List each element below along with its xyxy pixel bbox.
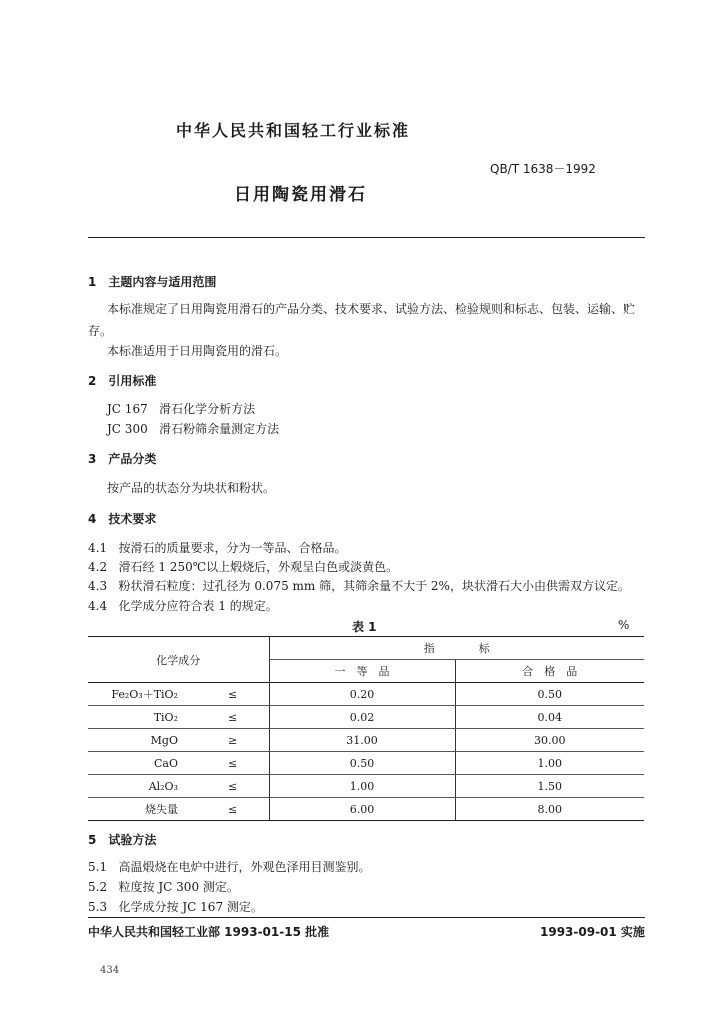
qualified-value: 1.00 [455,752,644,775]
clause-item [88,878,239,895]
first-grade-value: 0.50 [269,752,455,775]
comparison-symbol: ≤ [228,752,269,775]
section-1-paragraph-1: 本标准规定了日用陶瓷用滑石的产品分类、技术要求、试验方法、检验规则和标志、包装、运输、贮 [107,302,636,316]
clause-number: 4.1 [88,541,108,555]
table-row [88,729,644,752]
document-title: 日用陶瓷用滑石 [234,185,367,205]
reference-code: JC 300 [107,422,148,436]
table-header-index: 指 标 [269,637,644,660]
table-row [88,683,644,706]
comparison-symbol: ≤ [228,706,269,729]
table-header-qualified: 合 格 品 [455,660,644,683]
clause-text: 粉状滑石粒度：过孔径为 0.075 mm 筛，其筛余量不大于 2%，块状滑石大小由供需双方议定。 [118,579,630,593]
reference-item [107,400,255,417]
first-grade-value: 0.02 [269,706,455,729]
approval-line: 中华人民共和国轻工业部 1993-01-15 批准 [88,925,330,939]
clause-number: 4.2 [88,560,108,574]
clause-number: 5.2 [88,880,108,894]
section-1-paragraph-2: 本标准适用于日用陶瓷用的滑石。 [107,344,288,358]
qualified-value: 0.04 [455,706,644,729]
page-number: 434 [100,965,120,976]
clause-item [88,597,278,614]
reference-name: 滑石化学分析方法 [159,402,256,416]
table-unit: % [618,618,630,632]
clause-item [88,539,347,556]
component-name: Al₂O₃ [88,775,228,798]
clause-item [88,558,398,575]
chemical-composition-table [88,636,644,821]
component-name: Fe₂O₃＋TiO₂ [88,683,228,706]
qualified-value: 1.50 [455,775,644,798]
clause-item [88,577,630,594]
qualified-value: 8.00 [455,798,644,821]
section-3-heading: 3 产品分类 [88,452,157,466]
reference-item [107,420,279,437]
clause-number: 4.4 [88,599,108,613]
clause-text: 按滑石的质量要求，分为一等品、合格品。 [118,541,347,555]
section-2-heading: 2 引用标准 [88,374,157,388]
table-row [88,775,644,798]
section-4-heading: 4 技术要求 [88,512,157,526]
table-row [88,706,644,729]
clause-item [88,898,263,915]
first-grade-value: 1.00 [269,775,455,798]
standard-category-title: 中华人民共和国轻工行业标准 [176,121,411,140]
clause-text: 化学成分应符合表 1 的规定。 [118,599,278,613]
clause-number: 5.1 [88,860,108,874]
first-grade-value: 31.00 [269,729,455,752]
comparison-symbol: ≤ [228,798,269,821]
component-name: TiO₂ [88,706,228,729]
first-grade-value: 0.20 [269,683,455,706]
comparison-symbol: ≤ [228,683,269,706]
clause-number: 5.3 [88,900,108,914]
clause-text: 粒度按 JC 300 测定。 [118,880,239,894]
qualified-value: 0.50 [455,683,644,706]
component-name: MgO [88,729,228,752]
section-3-paragraph: 按产品的状态分为块状和粉状。 [107,481,276,495]
qualified-value: 30.00 [455,729,644,752]
reference-code: JC 167 [107,402,148,416]
clause-number: 4.3 [88,579,108,593]
reference-name: 滑石粉筛余量测定方法 [159,422,280,436]
standard-code: QB/T 1638－1992 [490,162,596,176]
implementation-date: 1993-09-01 实施 [540,925,645,939]
comparison-symbol: ≤ [228,775,269,798]
table-header-component: 化学成分 [88,637,269,683]
clause-text: 滑石经 1 250℃以上煅烧后，外观呈白色或淡黄色。 [118,560,399,574]
section-1-paragraph-1-cont: 存。 [88,324,113,338]
header-divider [88,237,645,238]
footer-divider [88,917,645,918]
table-row [88,798,644,821]
component-name: 烧失量 [88,798,228,821]
clause-item [88,858,371,875]
section-1-heading: 1 主题内容与适用范围 [88,275,217,289]
table-caption: 表 1 [352,620,377,634]
table-header-first-grade: 一 等 品 [269,660,455,683]
component-name: CaO [88,752,228,775]
section-5-heading: 5 试验方法 [88,833,157,847]
first-grade-value: 6.00 [269,798,455,821]
clause-text: 化学成分按 JC 167 测定。 [118,900,263,914]
clause-text: 高温煅烧在电炉中进行，外观色泽用目测鉴别。 [118,860,371,874]
table-row [88,752,644,775]
comparison-symbol: ≥ [228,729,269,752]
